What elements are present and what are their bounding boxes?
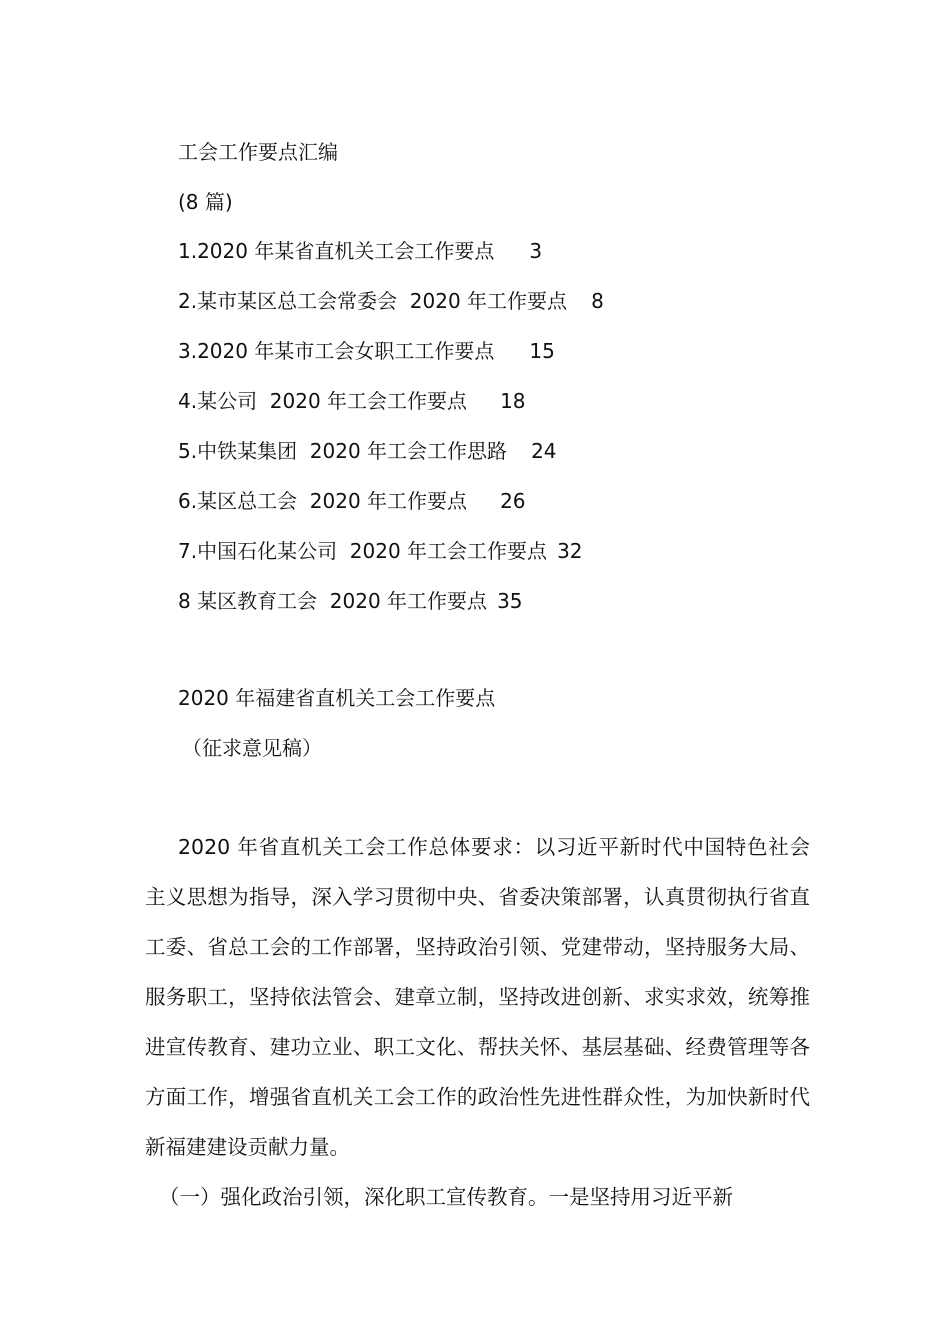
count-note: (8 篇) (178, 190, 233, 214)
toc-item (178, 237, 542, 265)
toc-item-label: 1.2020 年某省直机关工会工作要点 (178, 239, 495, 263)
toc-item-label: 3.2020 年某市工会女职工工作要点 (178, 339, 495, 363)
toc-item-page: 26 (500, 489, 526, 513)
toc-item-label: 4.某公司 2020 年工会工作要点 (178, 389, 468, 413)
body-paragraph: 2020 年省直机关工会工作总体要求：以习近平新时代中国特色社会主义思想为指导，深入学习贯彻中央、省委决策部署，认真贯彻执行省直工委、省总工会的工作部署，坚持政治引领、党建带动，坚持服务大局、服务职工，坚持依法管会、建章立制，坚持改进创新、求实求效，统筹推进宣传教育、建功立业、职工文化、帮扶关怀、基层基础、经费管理等各方面工作，增强省直机关工会工作的政治性先进性群众性，为加快新时代新福建建设贡献力量。 (145, 835, 810, 1159)
toc-item-page: 32 (557, 539, 583, 563)
toc-item-page: 18 (500, 389, 526, 413)
toc-item-label: 8 某区教育工会 2020 年工作要点 (178, 589, 488, 613)
article-subtitle: （征求意见稿） (182, 736, 322, 760)
article-title: 2020 年福建省直机关工会工作要点 (178, 686, 496, 710)
toc-item (178, 337, 555, 365)
toc-item (178, 387, 526, 415)
toc-item (178, 437, 557, 465)
toc-item-page: 3 (529, 239, 543, 263)
toc-item (178, 487, 526, 515)
toc-item-label: 6.某区总工会 2020 年工作要点 (178, 489, 468, 513)
toc-item-page: 35 (497, 589, 523, 613)
body-paragraph: （一）强化政治引领，深化职工宣传教育。一是坚持用习近平新 (159, 1185, 733, 1209)
toc-item-label: 5.中铁某集团 2020 年工会工作思路 (178, 439, 508, 463)
toc-item (178, 587, 523, 615)
toc-item-page: 24 (531, 439, 557, 463)
toc-item-page: 8 (591, 289, 604, 313)
toc-item-label: 2.某市某区总工会常委会 2020 年工作要点 (178, 289, 568, 313)
toc-item (178, 287, 604, 315)
toc-item (178, 537, 583, 565)
toc-item-label: 7.中国石化某公司 2020 年工会工作要点 (178, 539, 548, 563)
toc-item-page: 15 (529, 339, 555, 363)
document-title: 工会工作要点汇编 (178, 140, 338, 164)
